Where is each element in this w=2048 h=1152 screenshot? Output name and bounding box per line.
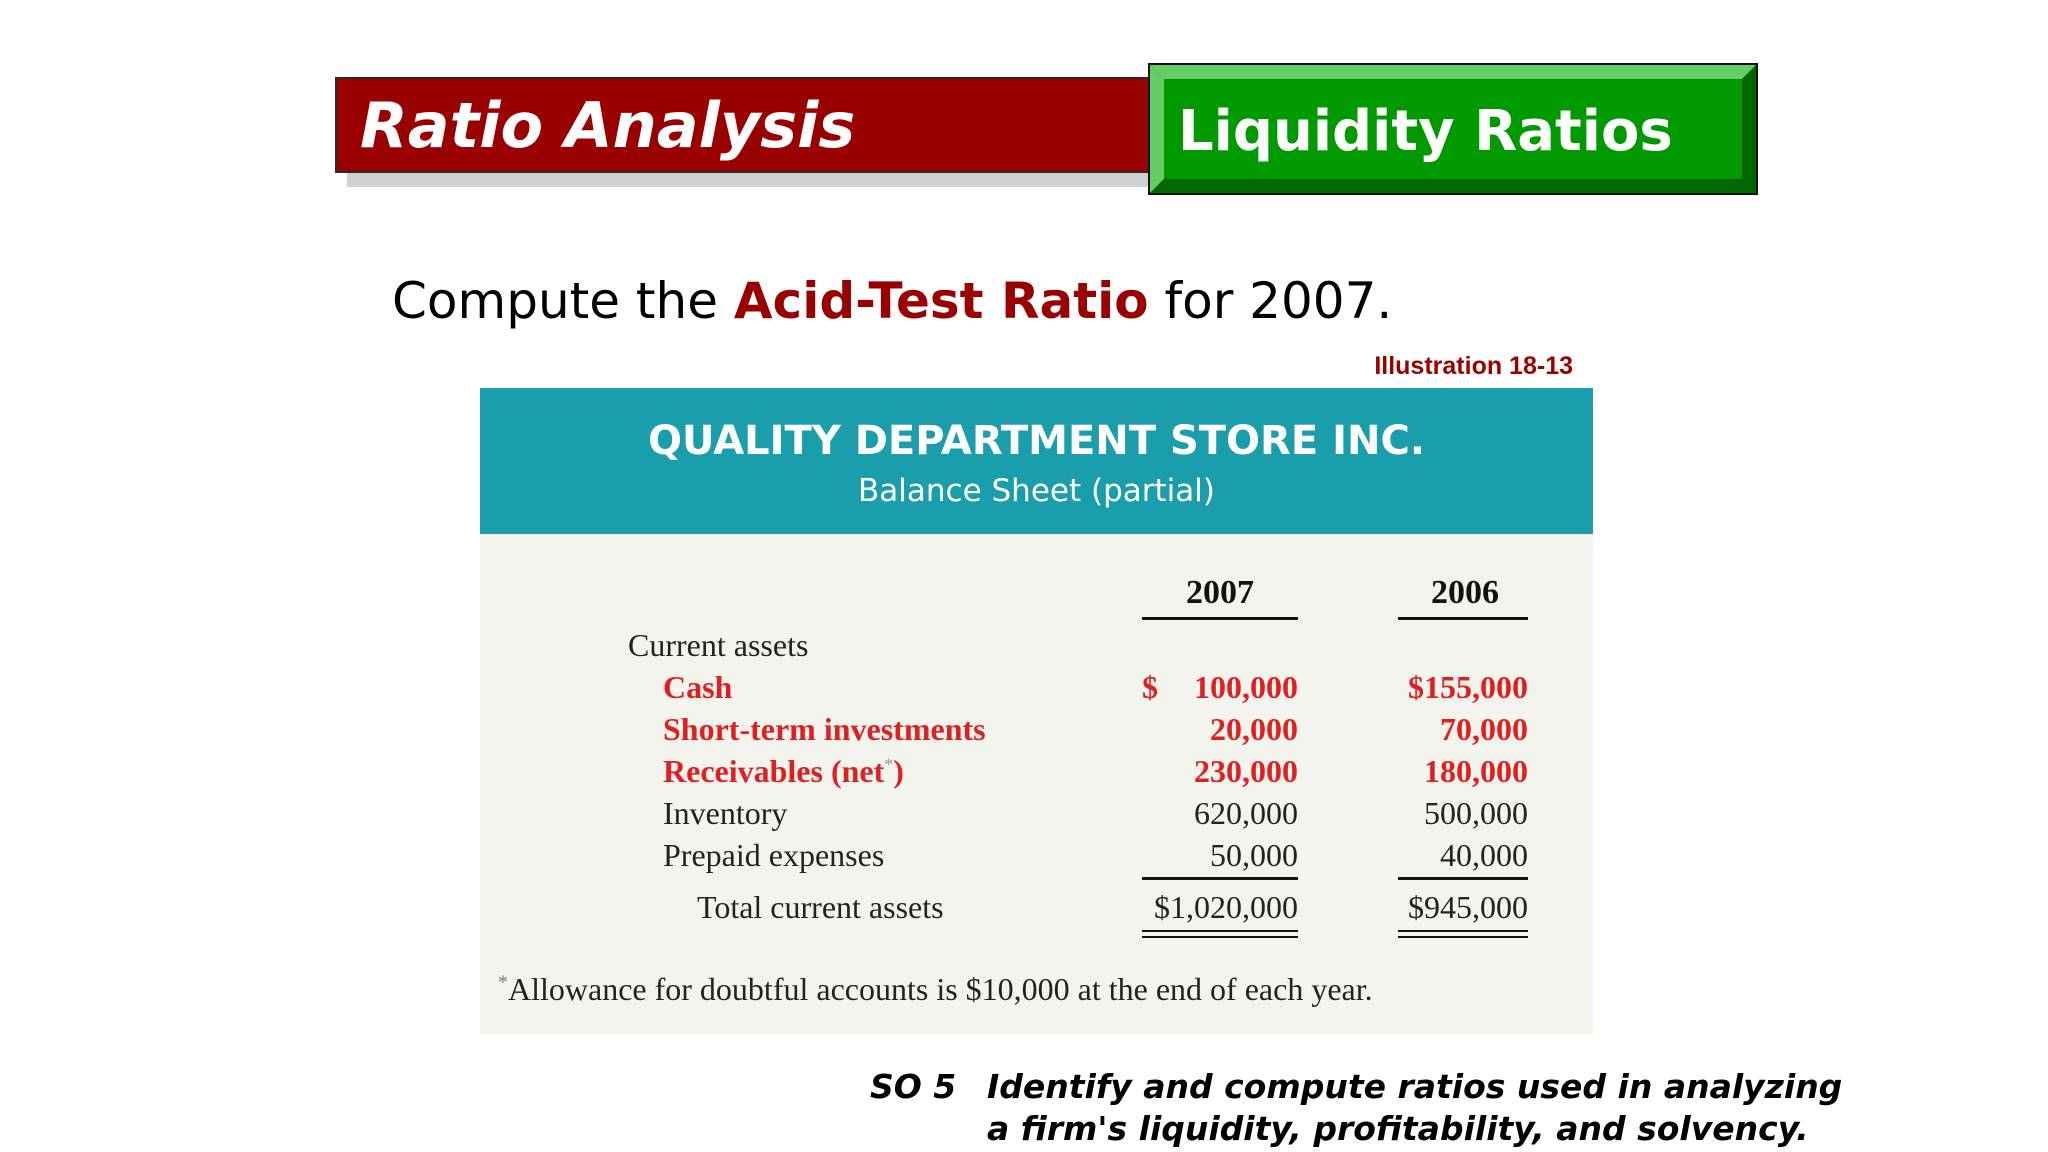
row-label-short-term-investments: Short-term investments bbox=[663, 711, 986, 747]
footnote-star: * bbox=[498, 971, 508, 994]
subtotal-rule bbox=[1398, 877, 1528, 880]
value-prepaid-2006: 40,000 bbox=[1440, 837, 1528, 873]
total-double-rule-bottom bbox=[1398, 936, 1528, 938]
column-header-rule bbox=[1398, 617, 1528, 620]
row-label-prepaid-expenses: Prepaid expenses bbox=[663, 837, 885, 873]
prompt-highlight: Acid-Test Ratio bbox=[733, 272, 1149, 330]
banner-bevel-right bbox=[1742, 65, 1756, 193]
company-name: QUALITY DEPARTMENT STORE INC. bbox=[647, 418, 1426, 464]
total-double-rule-bottom bbox=[1142, 936, 1298, 938]
subtotal-rule bbox=[1142, 877, 1298, 880]
value-total-2006: $945,000 bbox=[1408, 889, 1528, 925]
value-total-2007: $1,020,000 bbox=[1154, 889, 1298, 925]
banner-bevel-left bbox=[1150, 65, 1164, 193]
value-cash-2006: $155,000 bbox=[1408, 669, 1528, 705]
illustration-label: Illustration 18-13 bbox=[1374, 352, 1573, 380]
value-receivables-2007: 230,000 bbox=[1194, 753, 1298, 789]
column-header-rule bbox=[1142, 617, 1298, 620]
study-objective-code: SO 5 bbox=[870, 1067, 957, 1106]
footnote-text: Allowance for doubtful accounts is $10,000 at the end of each year. bbox=[508, 971, 1373, 1007]
study-objective-line-2: a firm's liquidity, profitability, and solvency. bbox=[987, 1109, 1809, 1148]
row-label-total-current-assets: Total current assets bbox=[697, 889, 944, 925]
statement-title: Balance Sheet (partial) bbox=[858, 473, 1215, 509]
column-header-2007: 2007 bbox=[1186, 574, 1254, 611]
dollar-sign: $ bbox=[1142, 669, 1158, 705]
balance-sheet-header bbox=[480, 388, 1593, 534]
prompt-text-after: for 2007. bbox=[1148, 272, 1393, 330]
value-receivables-2006: 180,000 bbox=[1424, 753, 1528, 789]
receivables-label-text: Receivables (net bbox=[663, 753, 885, 789]
section-label: Current assets bbox=[628, 627, 809, 663]
receivables-label-close: ) bbox=[893, 753, 904, 789]
banner-bevel-top bbox=[1150, 65, 1756, 79]
row-label-receivables bbox=[663, 750, 904, 792]
value-inventory-2006: 500,000 bbox=[1424, 795, 1528, 831]
row-label-inventory: Inventory bbox=[663, 795, 788, 831]
total-double-rule-top bbox=[1142, 930, 1298, 932]
value-cash-2007: 100,000 bbox=[1194, 669, 1298, 705]
topic-title: Liquidity Ratios bbox=[1178, 99, 1673, 164]
slide-title: Ratio Analysis bbox=[360, 89, 856, 162]
value-investments-2006: 70,000 bbox=[1440, 711, 1528, 747]
prompt-text-before: Compute the bbox=[392, 272, 734, 330]
column-header-2006: 2006 bbox=[1431, 574, 1499, 611]
value-investments-2007: 20,000 bbox=[1210, 711, 1298, 747]
value-inventory-2007: 620,000 bbox=[1194, 795, 1298, 831]
row-label-cash: Cash bbox=[663, 669, 733, 705]
value-prepaid-2007: 50,000 bbox=[1210, 837, 1298, 873]
question-prompt bbox=[392, 266, 1392, 336]
footnote-marker: * bbox=[884, 754, 894, 775]
balance-sheet bbox=[480, 388, 1593, 1034]
banner-bevel-bottom bbox=[1150, 179, 1756, 193]
total-double-rule-top bbox=[1398, 930, 1528, 932]
footnote bbox=[498, 968, 1373, 1010]
study-objective-line-1: Identify and compute ratios used in analyzing bbox=[987, 1067, 1843, 1106]
